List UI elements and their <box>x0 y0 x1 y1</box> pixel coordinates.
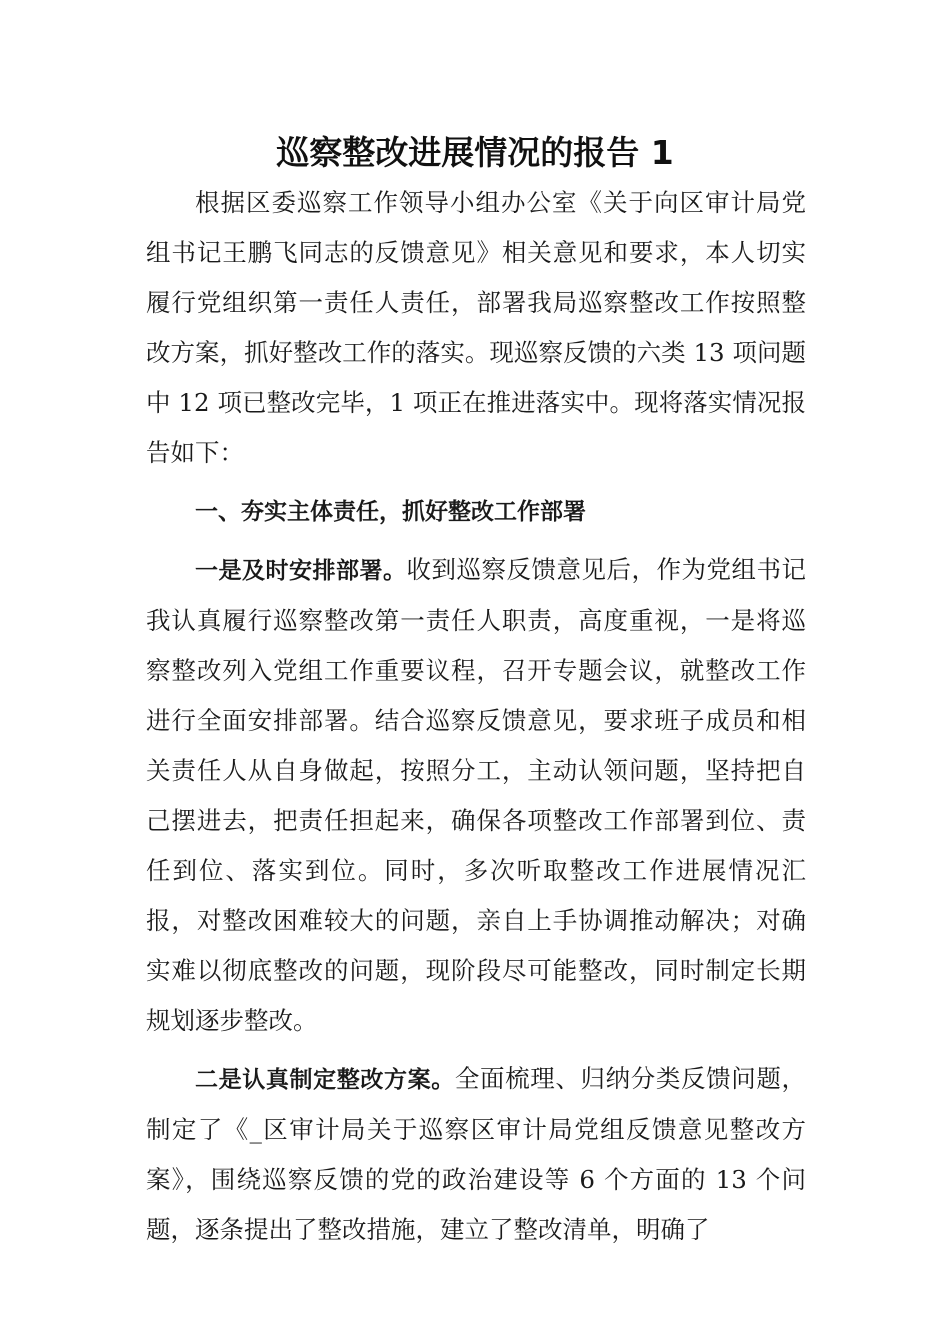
section-heading <box>146 486 806 537</box>
section-heading-text: 一、夯实主体责任，抓好整改工作部署 <box>195 499 586 525</box>
item-2-text: 全面梳理、归纳分类反馈问题，制定了《_区审计局关于巡察区审计局党组反馈意见整改方案》，围绕巡察反馈的党的政治建设等 6 个方面的 13 个问题，逐条提出了整改措施，建立了整改清单，明确了 <box>146 1064 806 1244</box>
item-1-lead: 一是及时安排部署。 <box>195 558 407 584</box>
document-title: 巡察整改进展情况的报告 1 <box>276 133 674 172</box>
intro-paragraph: 根据区委巡察工作领导小组办公室《关于向区审计局党组书记王鹏飞同志的反馈意见》相关意见和要求，本人切实履行党组织第一责任人责任，部署我局巡察整改工作按照整改方案，抓好整改工作的落实。现巡察反馈的六类 13 项问题中 12 项已整改完毕，1 项正在推进落实中。现将落实情况报告如下： <box>146 188 806 467</box>
item-paragraph-2 <box>146 1054 806 1255</box>
document-body <box>146 178 806 1255</box>
item-paragraph-1 <box>146 545 806 1046</box>
item-2-lead: 二是认真制定整改方案。 <box>195 1067 455 1093</box>
item-1-text: 收到巡察反馈意见后，作为党组书记我认真履行巡察整改第一责任人职责，高度重视，一是将巡察整改列入党组工作重要议程，召开专题会议，就整改工作进行全面安排部署。结合巡察反馈意见，要求班子成员和相关责任人从自身做起，按照分工，主动认领问题，坚持把自己摆进去，把责任担起来，确保各项整改工作部署到位、责任到位、落实到位。同时，多次听取整改工作进展情况汇报，对整改困难较大的问题，亲自上手协调推动解决；对确实难以彻底整改的问题，现阶段尽可能整改，同时制定长期规划逐步整改。 <box>146 555 806 1035</box>
